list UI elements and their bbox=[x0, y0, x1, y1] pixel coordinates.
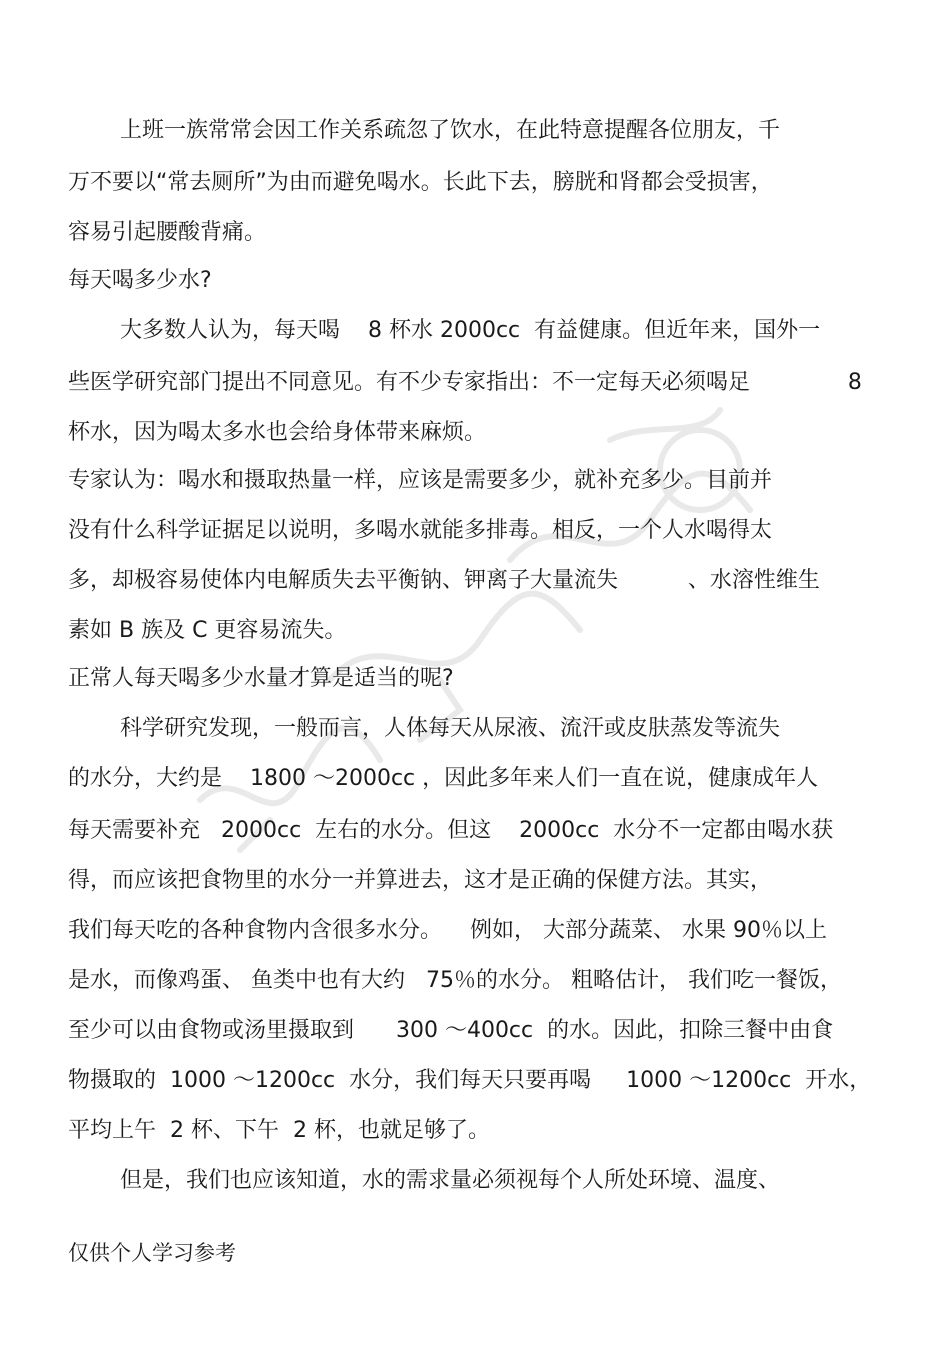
paragraph-line: 至少可以由食物或汤里摄取到 300 ～400cc 的水。因此，扣除三餐中由食 bbox=[68, 1018, 834, 1043]
paragraph-line: 是水，而像鸡蛋、 鱼类中也有大约 75％的水分。 粗略估计， 我们吃一餐饭， bbox=[68, 968, 842, 993]
paragraph-line: 多，却极容易使体内电解质失去平衡钠、钾离子大量流失 、水溶性维生 bbox=[68, 568, 820, 593]
paragraph-line: 素如 B 族及 C 更容易流失。 bbox=[68, 618, 347, 643]
paragraph-line: 平均上午 2 杯、下午 2 杯，也就足够了。 bbox=[68, 1118, 490, 1143]
paragraph-line: 每天需要补充 2000cc 左右的水分。但这 2000cc 水分不一定都由喝水获 bbox=[68, 818, 834, 843]
paragraph-line: 科学研究发现，一般而言，人体每天从尿液、流汗或皮肤蒸发等流失 bbox=[120, 716, 781, 741]
paragraph-line: 上班一族常常会因工作关系疏忽了饮水，在此特意提醒各位朋友，千 bbox=[120, 118, 781, 143]
paragraph-line: 杯水，因为喝太多水也会给身体带来麻烦。 bbox=[68, 420, 487, 445]
paragraph-line: 容易引起腰酸背痛。 bbox=[68, 220, 267, 245]
section-heading: 每天喝多少水? bbox=[68, 268, 212, 293]
paragraph-line: 大多数人认为，每天喝 8 杯水 2000cc 有益健康。但近年来，国外一 bbox=[120, 318, 821, 343]
paragraph-line: 些医学研究部门提出不同意见。有不少专家指出：不一定每天必须喝足 8 bbox=[68, 370, 862, 395]
paragraph-line: 物摄取的 1000 ～1200cc 水分，我们每天只要再喝 1000 ～1200cc 开水， bbox=[68, 1068, 872, 1093]
paragraph-line: 我们每天吃的各种食物内含很多水分。 例如， 大部分蔬菜、 水果 90％以上 bbox=[68, 918, 827, 943]
paragraph-line: 得，而应该把食物里的水分一并算进去，这才是正确的保健方法。其实， bbox=[68, 868, 773, 893]
section-heading: 正常人每天喝多少水量才算是适当的呢? bbox=[68, 666, 454, 691]
paragraph-line: 的水分，大约是 1800 ～2000cc ，因此多年来人们一直在说，健康成年人 bbox=[68, 766, 819, 791]
paragraph-line: 但是，我们也应该知道，水的需求量必须视每个人所处环境、温度、 bbox=[120, 1168, 781, 1193]
paragraph-line: 万不要以“常去厕所”为由而避免喝水。长此下去，膀胱和肾都会受损害， bbox=[68, 170, 773, 195]
paragraph-line: 没有什么科学证据足以说明，多喝水就能多排毒。相反，一个人水喝得太 bbox=[68, 518, 773, 543]
paragraph-line: 专家认为：喝水和摄取热量一样，应该是需要多少，就补充多少。目前并 bbox=[68, 468, 773, 493]
page-footer: 仅供个人学习参考 bbox=[68, 1241, 236, 1265]
